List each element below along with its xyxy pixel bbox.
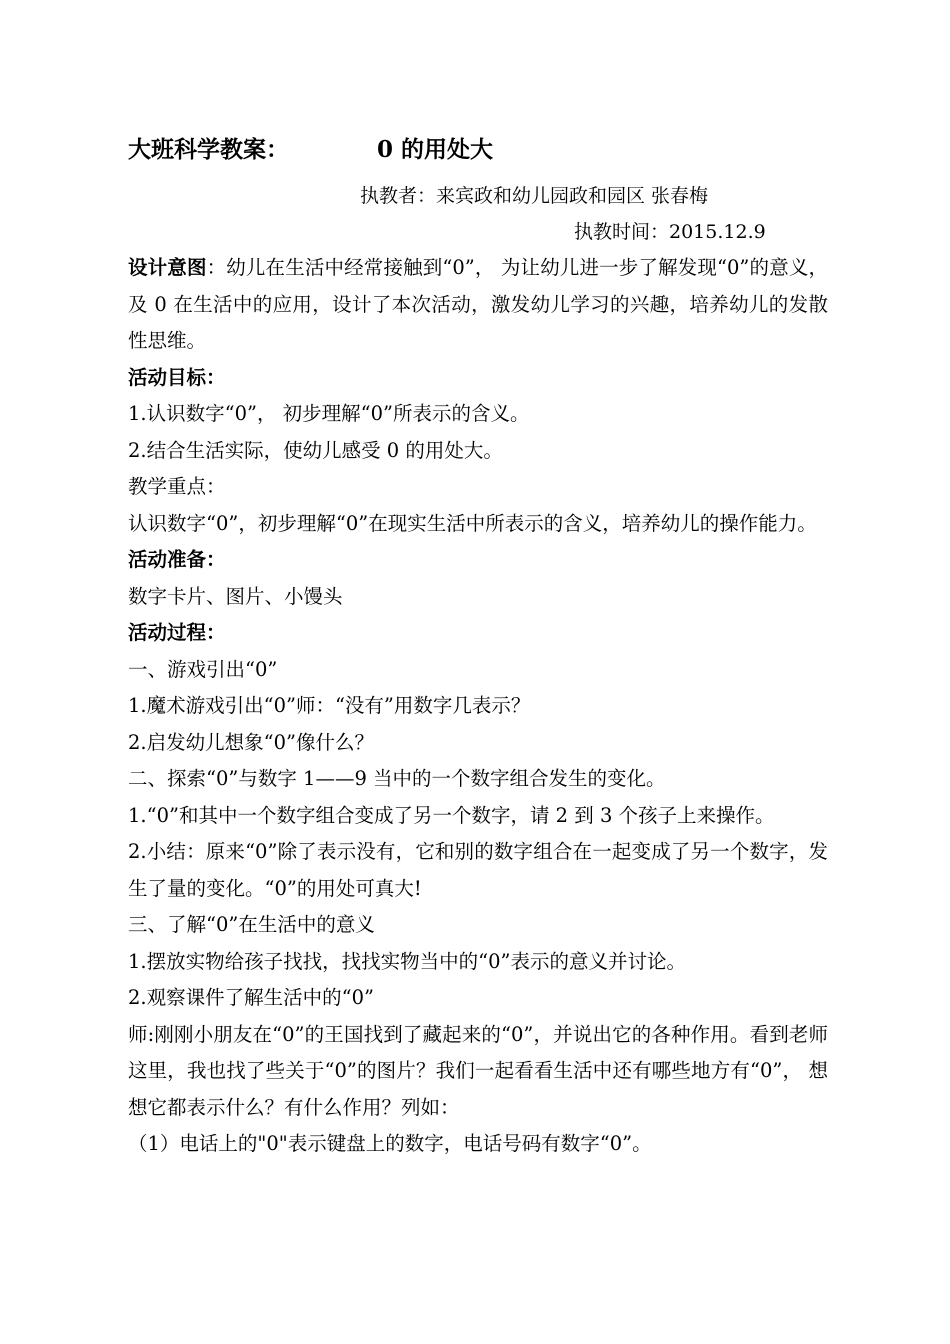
document-page (128, 130, 828, 1163)
section-1-item-1: 1.魔术游戏引出“0”师：“没有”用数字几表示？ (128, 694, 531, 717)
author-line: 执教者：来宾政和幼儿园政和园区 张春梅 (360, 185, 709, 207)
section-3-item-2: 2.观察课件了解生活中的“0” (128, 986, 374, 1009)
section-1-heading: 一、游戏引出“0” (128, 657, 278, 681)
section-2-item-1: 1.“0”和其中一个数字组合变成了另一个数字，请 2 到 3 个孩子上来操作。 (128, 803, 775, 827)
preparation-heading: 活动准备： (128, 548, 226, 571)
document-title (128, 130, 828, 170)
section-1-item-2: 2.启发幼儿想象“0”像什么？ (128, 730, 374, 754)
goal-item-1: 1.认识数字“0”， 初步理解“0”所表示的含义。 (128, 402, 530, 425)
key-points-heading: 教学重点： (128, 475, 226, 498)
section-3-item-1: 1.摆放实物给孩子找找，找找实物当中的“0”表示的意义并讨论。 (128, 949, 686, 973)
section-3-teacher-text: 师:刚刚小朋友在“0”的王国找到了藏起来的“0”，并说出它的各种作用。看到老师这里，我也找了些关于“0”的图片？我们一起看看生活中还有哪些地方有“0”， 想想它都表示什么？有什么作用？列如： (128, 1022, 828, 1119)
date-line: 执教时间：2015.12.9 (574, 221, 766, 243)
section-2-heading: 二、探索“0”与数字 1——9 当中的一个数字组合发生的变化。 (128, 767, 666, 790)
section-3-heading: 三、了解“0”在生活中的意义 (128, 913, 375, 936)
section-3-example-1: （1）电话上的"0"表示键盘上的数字，电话号码有数字“0”。 (128, 1132, 652, 1155)
title-part-1: 大班科学教案： (128, 136, 289, 163)
goal-item-2: 2.结合生活实际，使幼儿感受 0 的用处大。 (128, 438, 503, 462)
key-points-text: 认识数字“0”，初步理解“0”在现实生活中所表示的含义，培养幼儿的操作能力。 (128, 511, 817, 535)
design-intent-paragraph (128, 250, 828, 360)
process-heading: 活动过程： (128, 621, 226, 644)
design-intent-label: 设计意图 (128, 256, 207, 279)
preparation-text: 数字卡片、图片、小馒头 (128, 584, 343, 608)
section-2-item-2: 2.小结：原来“0”除了表示没有，它和别的数字组合在一起变成了另一个数字，发生了量的变化。“0”的用处可真大! (128, 840, 828, 900)
title-part-2: 0 的用处大 (377, 136, 494, 163)
design-intent-text: ：幼儿在生活中经常接触到“0”， 为让幼儿进一步了解发现“0”的意义，及 0 在生活中的应用，设计了本次活动，激发幼儿学习的兴趣，培养幼儿的发散性思维。 (128, 256, 828, 352)
goals-heading: 活动目标： (128, 365, 226, 389)
